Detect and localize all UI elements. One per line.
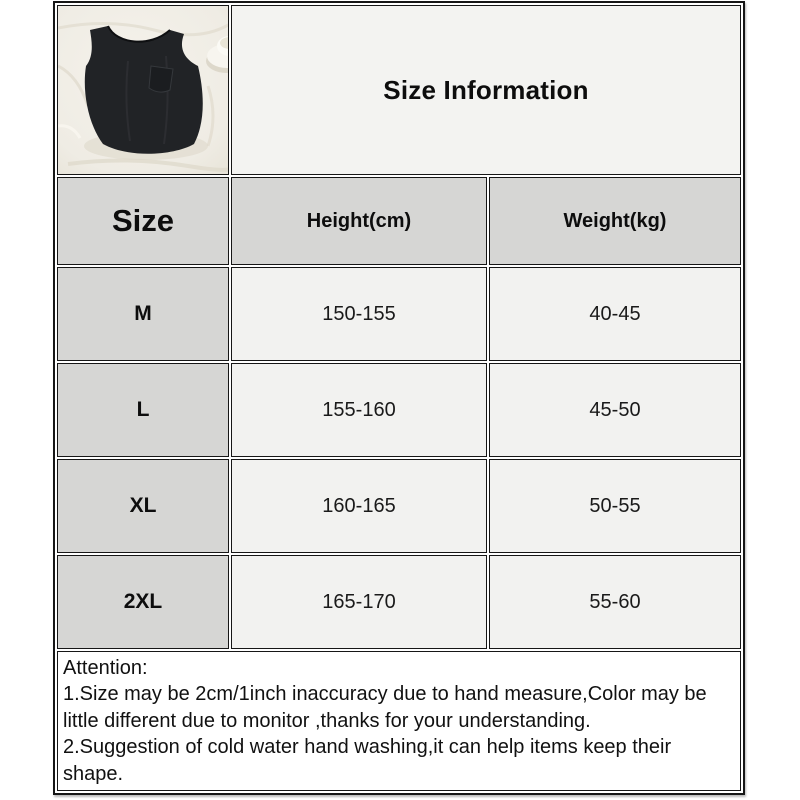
column-header-size: Size — [57, 177, 229, 265]
weight-value-xl: 50-55 — [489, 459, 741, 553]
attention-note-2: 2.Suggestion of cold water hand washing,it can help items keep their shape. — [63, 736, 672, 785]
table-row-l — [57, 363, 741, 457]
size-label-2xl: 2XL — [57, 555, 229, 649]
height-value-l: 155-160 — [231, 363, 487, 457]
weight-value-2xl: 55-60 — [489, 555, 741, 649]
height-value-m: 150-155 — [231, 267, 487, 361]
size-label-l: L — [57, 363, 229, 457]
column-header-height: Height(cm) — [231, 177, 487, 265]
attention-box — [57, 651, 741, 791]
product-photo-cell — [57, 5, 229, 175]
chest-pocket — [149, 66, 173, 92]
weight-value-l: 45-50 — [489, 363, 741, 457]
size-table — [53, 1, 745, 795]
table-row-2xl — [57, 555, 741, 649]
product-photo — [58, 6, 229, 174]
table-row-xl — [57, 459, 741, 553]
column-header-weight: Weight(kg) — [489, 177, 741, 265]
height-value-2xl: 165-170 — [231, 555, 487, 649]
weight-value-m: 40-45 — [489, 267, 741, 361]
size-label-xl: XL — [57, 459, 229, 553]
height-value-xl: 160-165 — [231, 459, 487, 553]
table-row-m — [57, 267, 741, 361]
size-label-m: M — [57, 267, 229, 361]
attention-note-1: 1.Size may be 2cm/1inch inaccuracy due to hand measure,Color may be little different due to monitor ,thanks for your understanding. — [63, 683, 707, 732]
attention-heading: Attention: — [63, 657, 148, 679]
size-information-title: Size Information — [231, 5, 741, 175]
